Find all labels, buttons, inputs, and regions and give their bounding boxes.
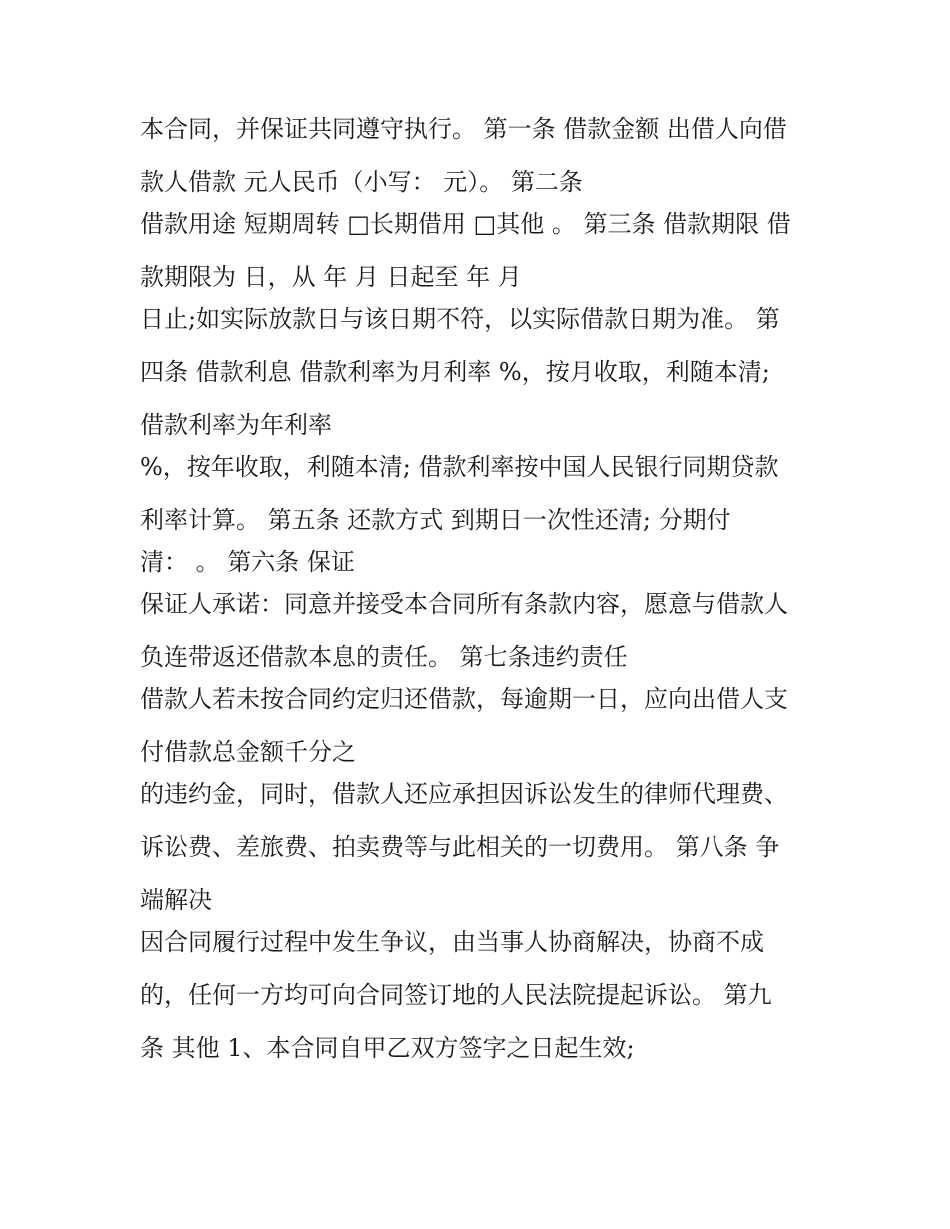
text-line: 清： 。 第六条 保证: [140, 548, 355, 576]
text-line: 端解决: [140, 886, 212, 914]
text-line: 的违约金，同时，借款人还应承担因诉讼发生的律师代理费、: [140, 780, 788, 808]
text-line: 借款人若未按合同约定归还借款，每逾期一日，应向出借人支: [140, 685, 788, 713]
text-line: 利率计算。 第五条 还款方式 到期日一次性还清; 分期付: [140, 506, 731, 534]
text-line: 因合同履行过程中发生争议，由当事人协商解决，协商不成: [140, 928, 764, 956]
text-line: 借款用途 短期周转 □长期借用 □其他 。 第三条 借款期限 借: [140, 210, 791, 238]
text-line: 款人借款 元人民币（小写： 元）。 第二条: [140, 168, 583, 196]
text-line: 四条 借款利息 借款利率为月利率 %，按月收取，利随本清;: [140, 358, 770, 386]
text-line: 保证人承诺：同意并接受本合同所有条款内容，愿意与借款人: [140, 590, 788, 618]
text-line: 日止;如实际放款日与该日期不符，以实际借款日期为准。 第: [140, 305, 780, 333]
text-line: 负连带返还借款本息的责任。 第七条违约责任: [140, 643, 628, 671]
text-line: 诉讼费、差旅费、拍卖费等与此相关的一切费用。 第八条 争: [140, 833, 780, 861]
contract-text: [140, 110, 830, 1067]
text-line: 的，任何一方均可向合同签订地的人民法院提起诉讼。 第九: [140, 981, 772, 1009]
text-line: 本合同，并保证共同遵守执行。 第一条 借款金额 出借人向借: [140, 115, 787, 143]
text-line: 借款利率为年利率: [140, 411, 332, 439]
text-line: 付借款总金额千分之: [140, 738, 356, 766]
text-line: 款期限为 日，从 年 月 日起至 年 月: [140, 263, 522, 291]
text-line: 条 其他 1、本合同自甲乙双方签字之日起生效;: [140, 1034, 635, 1062]
text-line: %，按年收取，利随本清; 借款利率按中国人民银行同期贷款: [140, 453, 779, 481]
